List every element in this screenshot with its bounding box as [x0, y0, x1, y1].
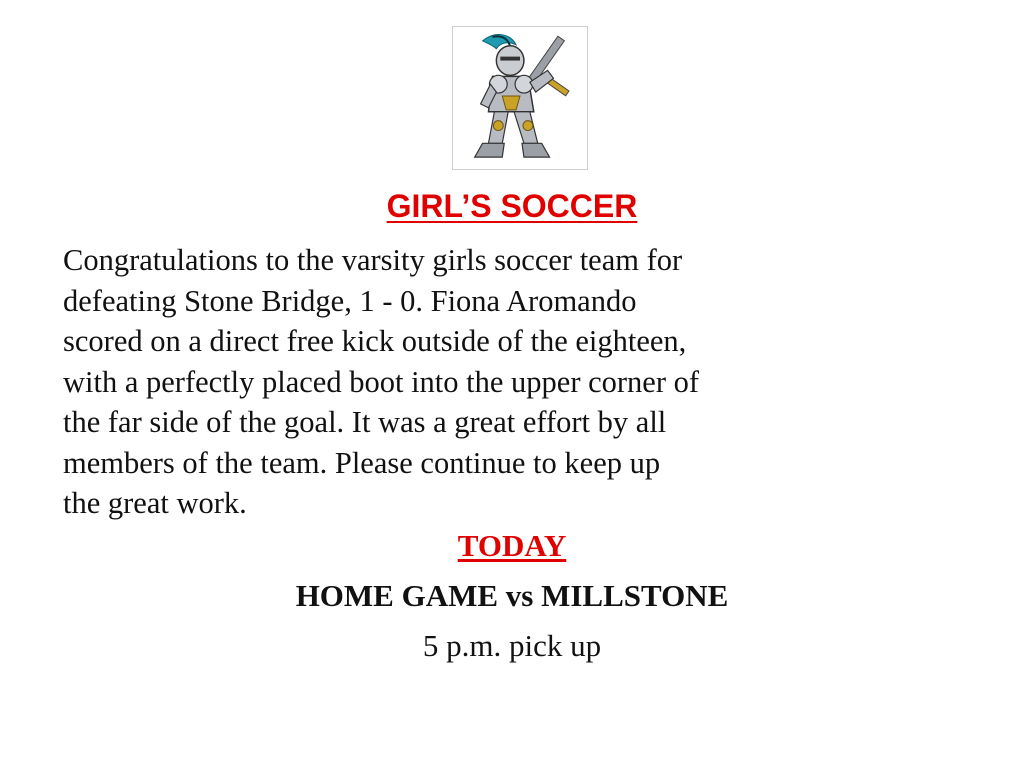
section-heading: GIRL’S SOCCER — [386, 188, 638, 224]
game-line: HOME GAME vs MILLSTONE — [295, 578, 729, 613]
body-line: scored on a direct free kick outside of the eighteen, — [63, 324, 687, 358]
body-line: with a perfectly placed boot into the upper corner of — [63, 364, 700, 399]
body-line: defeating Stone Bridge, 1 - 0. Fiona Aromando — [63, 283, 637, 318]
knight-mascot-icon — [453, 27, 587, 169]
pickup-time: 5 p.m. pick up — [422, 628, 602, 663]
body-line: the great work. — [63, 486, 247, 520]
body-line: Congratulations to the varsity girls soccer team for — [63, 243, 683, 277]
body-line: members of the team. Please continue to keep up — [63, 445, 661, 480]
today-label: TODAY — [457, 528, 567, 563]
body-line: the far side of the goal. It was a great effort by all — [63, 405, 667, 439]
announcement-body — [63, 240, 963, 524]
knight-mascot-image — [452, 26, 588, 170]
